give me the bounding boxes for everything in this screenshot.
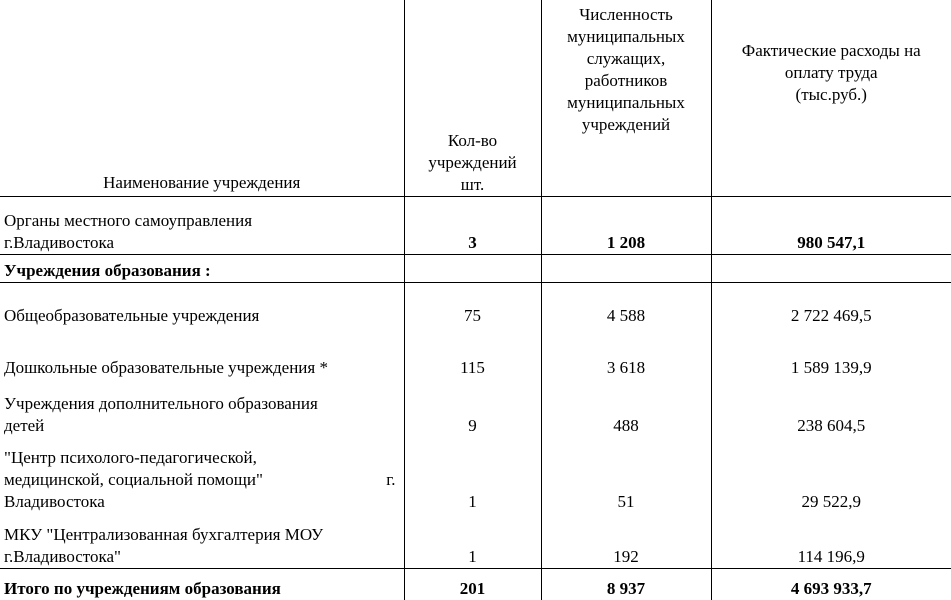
total-expenses: 4 693 933,7 [711,569,951,600]
header-expenses: Фактические расходы на оплату труда (тыс.руб.) [711,0,951,197]
table-row [0,197,951,255]
total-row [0,569,951,600]
row-name: Дошкольные образовательные учреждения * [4,357,328,377]
row-staff: 1 208 [541,197,711,255]
row-name: Органы местного самоуправления г.Владивостока [4,211,253,252]
row-staff: 488 [541,379,711,437]
row-name: Общеобразовательные учреждения [4,305,260,325]
header-staff: Численность муниципальных служащих, работников муниципальных учреждений [541,0,711,197]
row-expenses: 114 196,9 [711,513,951,569]
row-name: "Центр психолого-педагогической, медицинской, социальной помощи" г. Владивостока [4,447,396,511]
row-count: 115 [404,327,541,379]
table-row [0,327,951,379]
header-name: Наименование учреждения [0,0,404,197]
row-count: 9 [404,379,541,437]
row-expenses: 2 722 469,5 [711,283,951,327]
row-count: 1 [404,437,541,513]
row-count: 1 [404,513,541,569]
table-row [0,513,951,569]
table-row [0,283,951,327]
row-expenses: 29 522,9 [711,437,951,513]
row-count: 3 [404,197,541,255]
row-expenses: 238 604,5 [711,379,951,437]
row-expenses: 980 547,1 [711,197,951,255]
row-staff: 192 [541,513,711,569]
total-label: Итого по учреждениям образования [0,569,404,600]
row-staff: 3 618 [541,327,711,379]
row-name: Учреждения дополнительного образования детей [4,393,318,435]
section-title: Учреждения образования : [0,255,404,283]
table-header-row [0,0,951,197]
row-expenses: 1 589 139,9 [711,327,951,379]
total-staff: 8 937 [541,569,711,600]
header-count: Кол-во учреждений шт. [404,0,541,197]
row-name: МКУ "Централизованная бухгалтерия МОУ г.Владивостока" [4,525,324,566]
row-staff: 4 588 [541,283,711,327]
table-row [0,379,951,437]
section-row [0,255,951,283]
total-count: 201 [404,569,541,600]
row-count: 75 [404,283,541,327]
table-row [0,437,951,513]
row-staff: 51 [541,437,711,513]
